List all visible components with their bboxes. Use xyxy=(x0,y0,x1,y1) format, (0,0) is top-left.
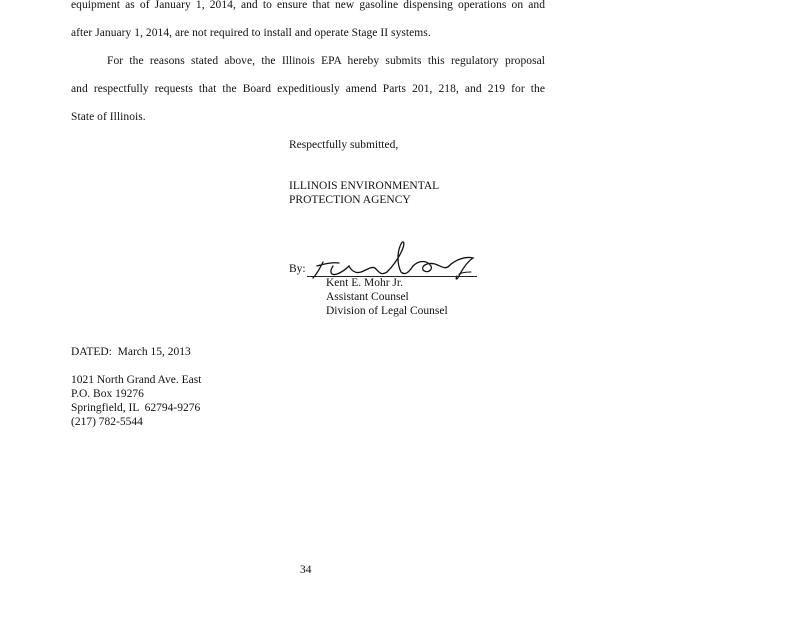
org-line-2: PROTECTION AGENCY xyxy=(289,194,411,206)
org-name xyxy=(289,179,439,207)
address-po-box: P.O. Box 19276 xyxy=(71,388,144,400)
signer-title: Assistant Counsel xyxy=(326,291,409,303)
page-number: 34 xyxy=(300,564,312,576)
signer-name: Kent E. Mohr Jr. xyxy=(326,277,403,289)
body-line-4: and respectfully requests that the Board expeditiously amend Parts 201, 218, and 219 for the xyxy=(71,83,545,95)
signer-division: Division of Legal Counsel xyxy=(326,305,448,317)
signer-info xyxy=(326,276,448,318)
body-line-1: equipment as of January 1, 2014, and to ensure that new gasoline dispensing operations on and xyxy=(71,0,545,11)
address-city: Springfield, IL 62794-9276 xyxy=(71,402,201,414)
address-block xyxy=(71,373,201,429)
address-phone: (217) 782-5544 xyxy=(71,416,143,428)
body-line-3: For the reasons stated above, the Illinois EPA hereby submits this regulatory proposal xyxy=(107,55,545,67)
org-line-1: ILLINOIS ENVIRONMENTAL xyxy=(289,180,440,192)
body-line-5: State of Illinois. xyxy=(71,111,146,123)
dated-value: March 15, 2013 xyxy=(117,346,191,358)
dated-label: DATED: xyxy=(71,346,112,358)
address-street: 1021 North Grand Ave. East xyxy=(71,374,202,386)
by-label: By: xyxy=(289,263,306,275)
dated-line xyxy=(71,345,191,359)
salutation: Respectfully submitted, xyxy=(289,139,399,151)
body-line-2: after January 1, 2014, are not required to install and operate Stage II systems. xyxy=(71,27,431,39)
